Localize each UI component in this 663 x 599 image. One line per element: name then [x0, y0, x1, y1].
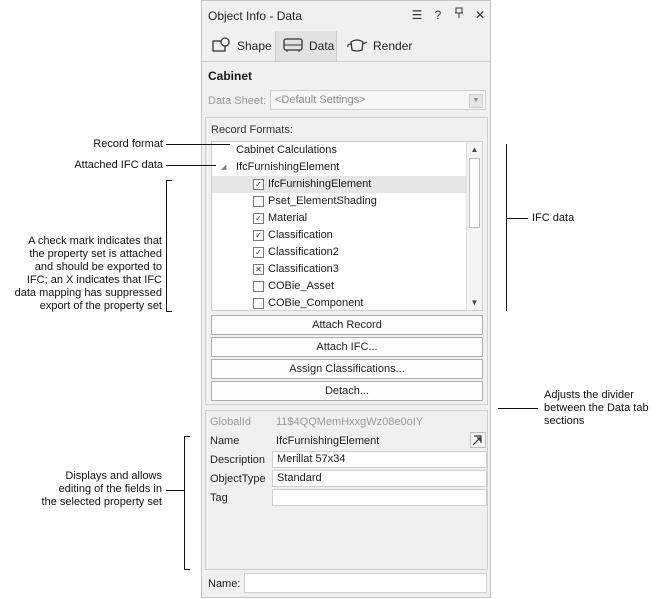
bracket-line [184, 569, 190, 570]
menu-icon[interactable]: ☰ [411, 8, 423, 22]
annotation-ifc-data: IFC data [532, 212, 575, 224]
tab-shape[interactable] [206, 31, 274, 61]
close-icon[interactable]: ✕ [474, 8, 486, 22]
scroll-down-icon[interactable]: ▼ [470, 298, 479, 307]
pin-icon[interactable] [451, 7, 467, 23]
detach-button[interactable]: Detach... [211, 381, 483, 401]
ifc-fields-group [205, 410, 488, 570]
data-sheet-select[interactable] [270, 90, 486, 110]
annotation-attached-ifc: Attached IFC data [74, 159, 163, 171]
object-info-palette [201, 0, 491, 598]
object-name-input[interactable] [244, 573, 487, 593]
list-item-pset[interactable]: ✓ Material [212, 210, 467, 227]
chevron-down-icon[interactable]: ▼ [469, 94, 483, 108]
leader-line [166, 165, 216, 166]
help-icon[interactable]: ? [434, 8, 442, 22]
tag-input[interactable] [272, 489, 487, 506]
tab-data[interactable] [275, 31, 337, 61]
bracket-line [166, 180, 172, 181]
tab-render-label: Render [373, 39, 413, 53]
objecttype-input[interactable]: Standard [272, 470, 487, 487]
expander-icon[interactable]: ◢ [221, 164, 227, 171]
palette-titlebar[interactable] [202, 1, 490, 31]
pset-checkbox[interactable]: ✓ [253, 179, 264, 190]
section-divider[interactable] [205, 406, 488, 409]
description-label: Description [210, 454, 266, 466]
tab-render[interactable] [340, 31, 414, 61]
list-item-pset[interactable]: COBie_Component [212, 295, 467, 311]
pset-checkbox[interactable]: ✕ [253, 264, 264, 275]
data-sheet-label: Data Sheet: [208, 95, 267, 107]
leader-line [506, 218, 528, 219]
bracket-line [184, 436, 185, 570]
pset-checkbox[interactable] [253, 281, 264, 292]
annotation-record-format: Record format [93, 138, 163, 150]
edit-name-icon[interactable] [470, 432, 486, 448]
list-item-ifc-entity[interactable]: ◢ IfcFurnishingElement [212, 159, 467, 176]
name-label: Name [210, 435, 240, 447]
annotation-divider: Adjusts the divider between the Data tab sections [544, 389, 649, 427]
pset-checkbox[interactable]: ✓ [253, 213, 264, 224]
list-item-pset[interactable]: COBie_Asset [212, 278, 467, 295]
name-value: IfcFurnishingElement [276, 435, 380, 447]
tab-bar [202, 31, 490, 62]
list-item-pset[interactable]: Pset_ElementShading [212, 193, 467, 210]
data-sheet-value: <Default Settings> [275, 94, 366, 106]
list-item-pset[interactable]: ✓ Classification [212, 227, 467, 244]
globalid-label: GlobalId [210, 416, 251, 428]
pset-checkbox[interactable]: ✓ [253, 247, 264, 258]
leader-line [498, 408, 538, 409]
scroll-thumb[interactable] [469, 158, 480, 228]
palette-title: Object Info - Data [208, 9, 303, 23]
bracket-line [184, 436, 190, 437]
globalid-value: 11$4QQMemHxxgWz08e0oIY [276, 416, 424, 428]
teapot-icon [346, 37, 368, 56]
objecttype-label: ObjectType [210, 473, 266, 485]
object-type-title: Cabinet [208, 69, 253, 83]
attach-record-button[interactable]: Attach Record [211, 315, 483, 335]
tab-data-label: Data [309, 39, 335, 53]
pset-checkbox[interactable] [253, 196, 264, 207]
assign-classifications-button[interactable]: Assign Classifications... [211, 359, 483, 379]
description-input[interactable]: Merillat 57x34 [272, 451, 487, 468]
bracket-line [506, 144, 507, 311]
bracket-line [166, 311, 172, 312]
shape-icon [212, 37, 232, 56]
object-name-label: Name: [208, 578, 241, 590]
bracket-line [166, 180, 167, 312]
pset-checkbox[interactable] [253, 298, 264, 309]
tag-label: Tag [210, 492, 228, 504]
scroll-up-icon[interactable]: ▲ [470, 145, 479, 154]
attach-ifc-button[interactable]: Attach IFC... [211, 337, 483, 357]
leader-line [166, 490, 184, 491]
list-item-record[interactable]: Cabinet Calculations [236, 144, 337, 156]
list-item-pset[interactable]: ✓ Classification2 [212, 244, 467, 261]
record-formats-label: Record Formats: [211, 124, 293, 136]
pset-checkbox[interactable]: ✓ [253, 230, 264, 241]
tab-shape-label: Shape [237, 39, 272, 53]
leader-line [166, 144, 230, 145]
annotation-check-mark: A check mark indicates that the property set is attached and should be exported to IFC; an X indicates that IFC data mapping has suppressed export of the property set [14, 235, 162, 312]
list-scrollbar[interactable] [466, 142, 482, 310]
list-item-pset[interactable]: ✕ Classification3 [212, 261, 467, 278]
record-formats-group [205, 117, 488, 405]
annotation-fields: Displays and allows editing of the fields in the selected property set [41, 470, 162, 508]
list-item-pset[interactable]: ✓ IfcFurnishingElement [212, 176, 467, 193]
data-icon [282, 37, 304, 56]
record-formats-list[interactable] [211, 141, 483, 311]
